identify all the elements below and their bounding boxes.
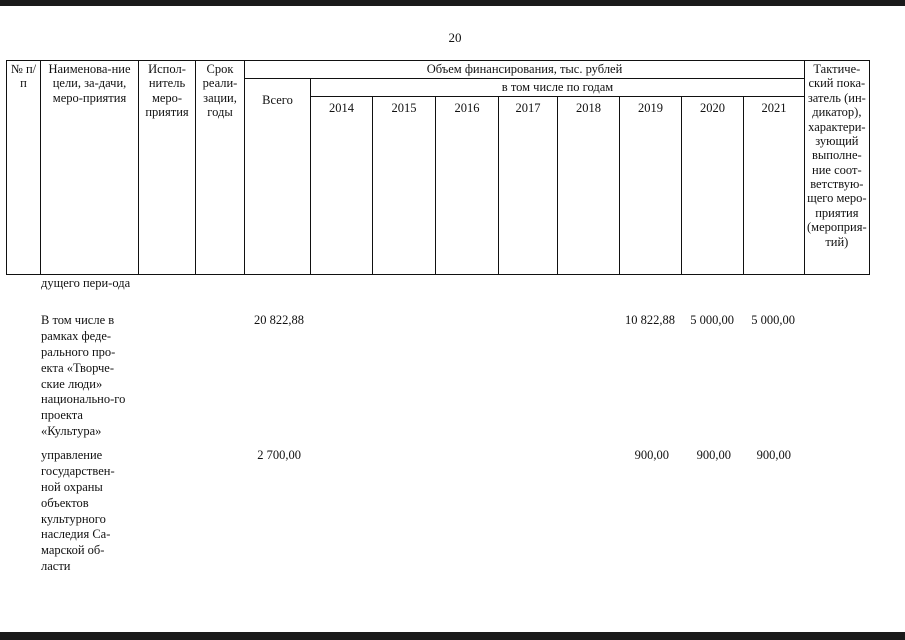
header-year-2016: 2016 [436,97,499,275]
top-scan-border [0,0,905,6]
row-2-2019: 900,00 [634,448,669,462]
row-1-2019: 10 822,88 [625,313,675,327]
row-0-name: дущего пери-ода [41,276,131,290]
header-total: Всего [245,79,311,275]
header-no: № п/п [7,61,41,275]
header-funding: Объем финансирования, тыс. рублей [245,61,805,79]
row-2-2020: 900,00 [696,448,731,462]
row-1-name: В том числе в рамках феде-рального про-екта «Творче-ские люди» национально-го проекта «Культура» [41,313,126,439]
row-2-name: управление государствен-ной охраны объектов культурного наследия Са-марской об-ласти [41,448,115,574]
header-year-2017: 2017 [499,97,558,275]
header-year-2018: 2018 [558,97,620,275]
header-year-2019: 2019 [620,97,682,275]
header-year-2015: 2015 [373,97,436,275]
page-number: 20 [448,30,462,45]
header-indicator: Тактиче-ский пока-затель (ин-дикатор), характери-зующий выполне-ние соот-ветствую-щего меро-приятия (мероприя-тий) [805,61,870,275]
header-year-2021: 2021 [744,97,805,275]
header-term: Срок реали-зации, годы [196,61,245,275]
row-1-2021: 5 000,00 [751,313,795,327]
row-1-total: 20 822,88 [254,313,304,327]
row-2-total: 2 700,00 [257,448,301,462]
bottom-scan-border [0,632,905,640]
header-year-2014: 2014 [311,97,373,275]
row-2-2021: 900,00 [756,448,791,462]
funding-table-header [6,60,870,275]
header-executor: Испол-нитель меро-приятия [139,61,196,275]
header-year-2020: 2020 [682,97,744,275]
header-by-years: в том числе по годам [311,79,805,97]
header-name: Наименова-ние цели, за-дачи, меро-приятия [41,61,139,275]
row-1-2020: 5 000,00 [690,313,734,327]
